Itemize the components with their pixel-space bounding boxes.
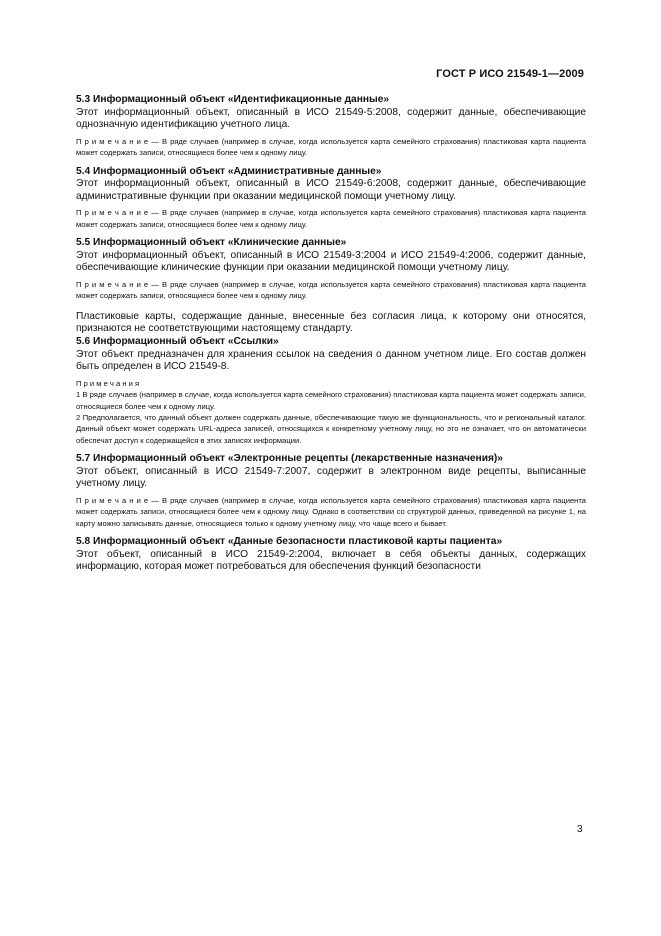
section-heading-5-6: 5.6 Информационный объект «Ссылки» [76,335,279,347]
document-code: ГОСТ Р ИСО 21549-1—2009 [436,68,584,80]
section-note2-5-6: 2 Предполагается, что данный объект должен содержать данные, обеспечивающие такую же функциональность, что и региональный каталог. Данный объект может содержать URL-адреса записей, относящихся к конкретному учетному лицу, но это не означает, что он автоматически обеспечат доступ к содержащейся в этих записях информации. [76,412,586,445]
page-number: 3 [577,824,583,835]
section-extra-5-5: Пластиковые карты, содержащие данные, внесенные без согласия лица, к которому они относятся, признаются не соответствующими настоящему стандарту. [76,310,586,335]
section-body-5-7: Этот объект, описанный в ИСО 21549-7:2007, содержит в электронном виде рецепты, выписанные учетному лицу. [76,465,586,490]
section-heading-5-8: 5.8 Информационный объект «Данные безопасности пластиковой карты пациента» [76,536,503,548]
section-heading-5-5: 5.5 Информационный объект «Клинические данные» [76,237,347,249]
section-body-5-3: Этот информационный объект, описанный в ИСО 21549-5:2008, содержит данные, обеспечивающие однозначную идентификацию учетного лица. [76,106,586,131]
section-heading-5-4: 5.4 Информационный объект «Административные данные» [76,165,382,177]
section-body-5-4: Этот информационный объект, описанный в ИСО 21549-6:2008, содержит данные, обеспечивающие административные функции при оказании медицинской помощи учетному лицу. [76,178,586,202]
section-notes-label-5-6: П р и м е ч а н и я [76,378,140,388]
section-note-5-4: П р и м е ч а н и е — В ряде случаев (например в случае, когда используется карта семейного страхования) пластиковая карта пациента может содержать записи, относящиеся более чем к одному лицу. [76,208,586,229]
section-note-5-5: П р и м е ч а н и е — В ряде случаев (например в случае, когда используется карта семейного страхования) пластиковая карта пациента может содержать записи, относящиеся более чем к одному лицу. [76,279,586,301]
section-note1-5-6: 1 В ряде случаев (например в случае, когда используется карта семейного страхования) пластиковая карта пациента может содержать записи, относящиеся более чем к одному лицу. [76,390,586,411]
section-heading-5-3: 5.3 Информационный объект «Идентификационные данные» [76,94,390,105]
section-note-5-7: П р и м е ч а н и е — В ряде случаев (например в случае, когда используется карта семейного страхования) пластиковая карта пациента может содержать записи, относящиеся более чем к одному лицу. Однако в соответствии со структурой данных, приведенной на рисунке 1, на карту можно записывать данные, относящиеся только к одному учетному лицу, что чаще всего и бывает. [76,495,586,528]
section-body-5-5: Этот информационный объект, описанный в ИСО 21549-3:2004 и ИСО 21549-4:2006, содержит данные, обеспечивающие клинические функции при оказании медицинской помощи учетному лицу. [76,249,586,274]
section-body-5-6: Этот объект предназначен для хранения ссылок на сведения о данном учетном лице. Его состав должен быть определен в ИСО 21549-8. [76,348,586,373]
section-note-5-3: П р и м е ч а н и е — В ряде случаев (например в случае, когда используется карта семейного страхования) пластиковая карта пациента может содержать записи, относящиеся более чем к одному лицу. [76,136,586,158]
section-body-5-8: Этот объект, описанный в ИСО 21549-2:2004, включает в себя объекты данных, содержащих информацию, которая может потребоваться для обеспечения функций безопасности [76,548,586,573]
section-heading-5-7: 5.7 Информационный объект «Электронные рецепты (лекарственные назначения)» [76,453,503,465]
document-body [76,94,586,574]
